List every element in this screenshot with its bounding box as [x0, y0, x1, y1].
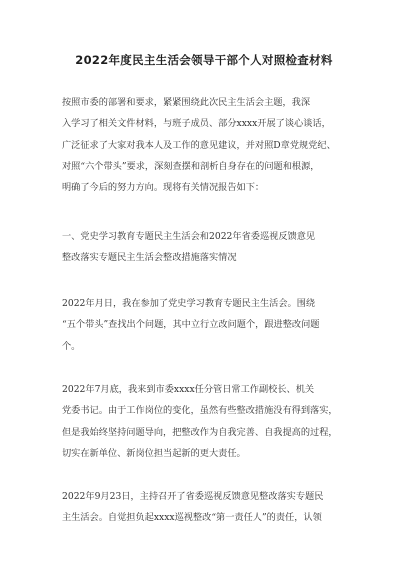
paragraph-line: 按照市委的部署和要求，紧紧围绕此次民主生活会主题，我深: [62, 97, 311, 108]
paragraph-line: 广泛征求了大家对我本人及工作的意见建议，并对照D章党规党纪、: [62, 139, 336, 151]
paragraph-party-history: [62, 293, 358, 357]
paragraph-line: 党委书记。由于工作岗位的变化，虽然有些整改措施没有得到落实，: [62, 405, 338, 417]
paragraph-line: 2022年9月23日，主持召开了省委巡视反馈意见整改落实专题民: [62, 491, 324, 502]
document-title: 2022年度民主生活会领导干部个人对照检查材料: [75, 53, 333, 67]
paragraph-new-post: [62, 379, 358, 464]
paragraph-line: 2022年7月底，我来到市委xxxx任分管日常工作副校长、机关: [62, 384, 315, 395]
paragraph-line: 整改落实专题民主生活会整改措施落实情况: [62, 252, 237, 264]
paragraph-line: 明确了今后的努力方向。现将有关情况报告如下：: [62, 182, 265, 194]
paragraph-line: 2022年月日，我在参加了党史学习教育专题民主生活会。围绕: [62, 298, 316, 309]
paragraph-line: 对照“六个带头”要求，深刻查摆和剖析自身存在的问题和根源，: [62, 160, 320, 172]
paragraph-inspection: [62, 486, 358, 529]
paragraph-line: 切实在新单位、新岗位担当起新的更大责任。: [62, 447, 246, 459]
paragraph-line: 但是我始终坚持问题导向，把整改作为自我完善、自我提高的过程，: [62, 426, 338, 438]
paragraph-line: 主生活会。自觉担负起xxxx巡视整改“第一责任人”的责任，认领: [62, 512, 322, 524]
paragraph-line: 一、党史学习教育专题民主生活会和2022年省委巡视反馈意见: [62, 231, 316, 242]
paragraph-line: 入学习了相关文件材料，与班子成员、部分xxxx开展了谈心谈话，: [62, 118, 331, 130]
section-heading-1: [62, 226, 358, 269]
paragraph-line: “五个带头”查找出个问题，其中立行立改问题个，跟进整改问题: [62, 319, 320, 331]
paragraph-line: 个。: [62, 340, 81, 352]
paragraph-intro: [62, 92, 358, 198]
